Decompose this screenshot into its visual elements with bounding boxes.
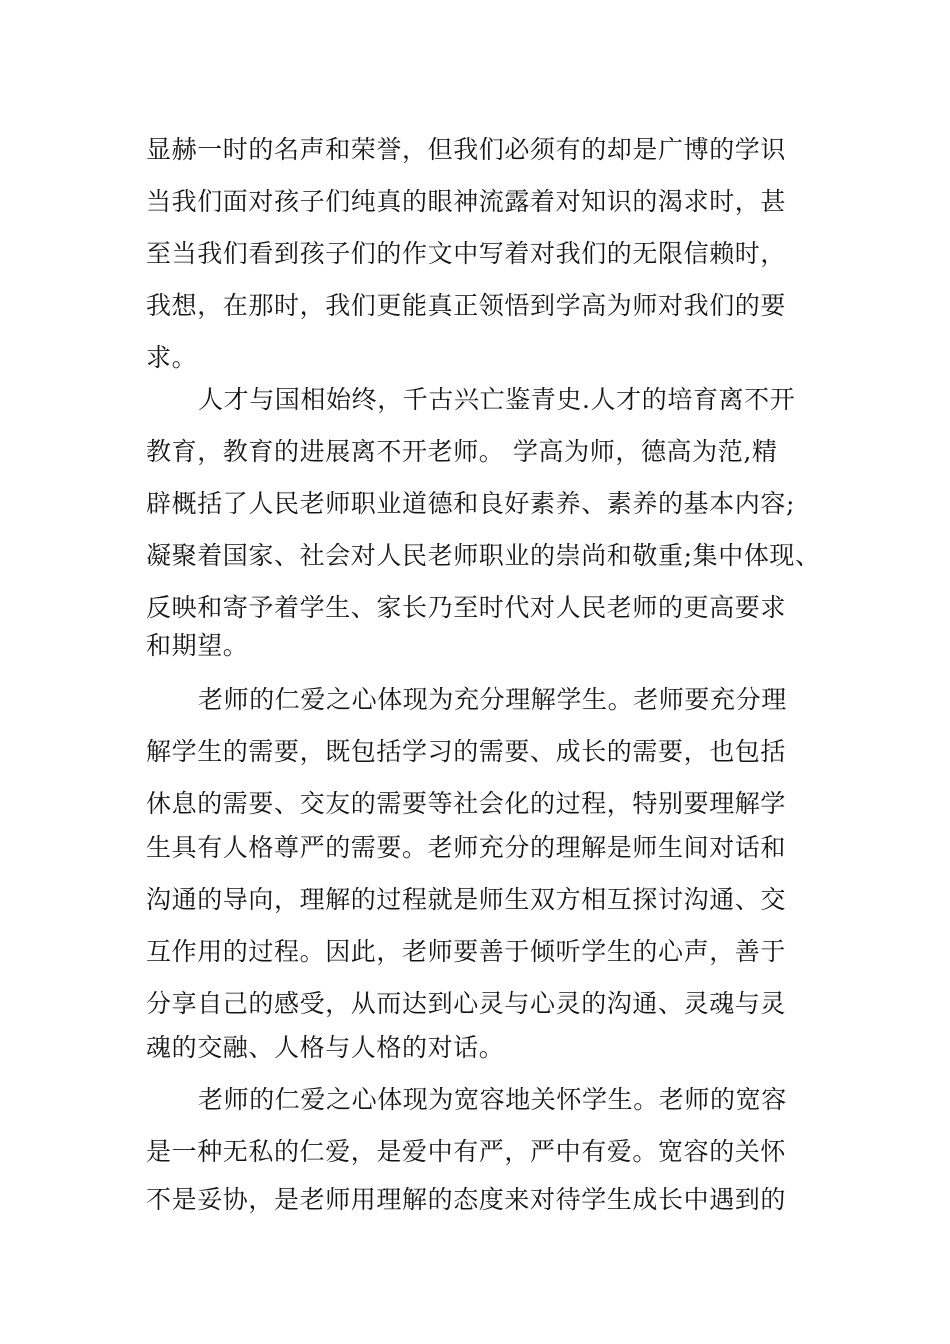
text-line: 互作用的过程。因此，老师要善于倾听学生的心声，善于 <box>146 937 787 966</box>
text-line: 反映和寄予着学生、家长乃至时代对人民老师的更高要求 <box>146 593 787 622</box>
text-line: 辟概括了人民老师职业道德和良好素养、素养的基本内容; <box>146 489 796 518</box>
text-line: 凝聚着国家、社会对人民老师职业的崇尚和敬重;集中体现、 <box>146 541 821 570</box>
text-line: 教育，教育的进展离不开老师。 学高为师，德高为范,精 <box>146 437 778 466</box>
text-line: 魂的交融、人格与人格的对话。 <box>146 1033 505 1062</box>
paragraph-first-line: 人才与国相始终，千古兴亡鉴青史.人才的培育离不开 <box>198 385 796 414</box>
text-line: 不是妥协，是老师用理解的态度来对待学生成长中遇到的 <box>146 1185 787 1214</box>
text-line: 是一种无私的仁爱，是爱中有严，严中有爱。宽容的关怀 <box>146 1137 787 1166</box>
text-line: 显赫一时的名声和荣誉，但我们必须有的却是广博的学识 <box>146 135 787 164</box>
text-line: 当我们面对孩子们纯真的眼神流露着对知识的渴求时，甚 <box>146 187 787 216</box>
text-line: 解学生的需要，既包括学习的需要、成长的需要，也包括 <box>146 737 787 766</box>
text-line: 分享自己的感受，从而达到心灵与心灵的沟通、灵魂与灵 <box>146 989 787 1018</box>
text-line: 我想，在那时，我们更能真正领悟到学高为师对我们的要 <box>146 291 787 320</box>
text-line: 和期望。 <box>146 631 249 660</box>
text-line: 至当我们看到孩子们的作文中写着对我们的无限信赖时， <box>146 239 787 268</box>
text-line: 生具有人格尊严的需要。老师充分的理解是师生间对话和 <box>146 833 787 862</box>
text-line: 休息的需要、交友的需要等社会化的过程，特别要理解学 <box>146 789 787 818</box>
text-line: 沟通的导向，理解的过程就是师生双方相互探讨沟通、交 <box>146 885 787 914</box>
paragraph-first-line: 老师的仁爱之心体现为宽容地关怀学生。老师的宽容 <box>198 1085 787 1114</box>
paragraph-first-line: 老师的仁爱之心体现为充分理解学生。老师要充分理 <box>198 685 787 714</box>
text-line: 求。 <box>146 343 198 372</box>
